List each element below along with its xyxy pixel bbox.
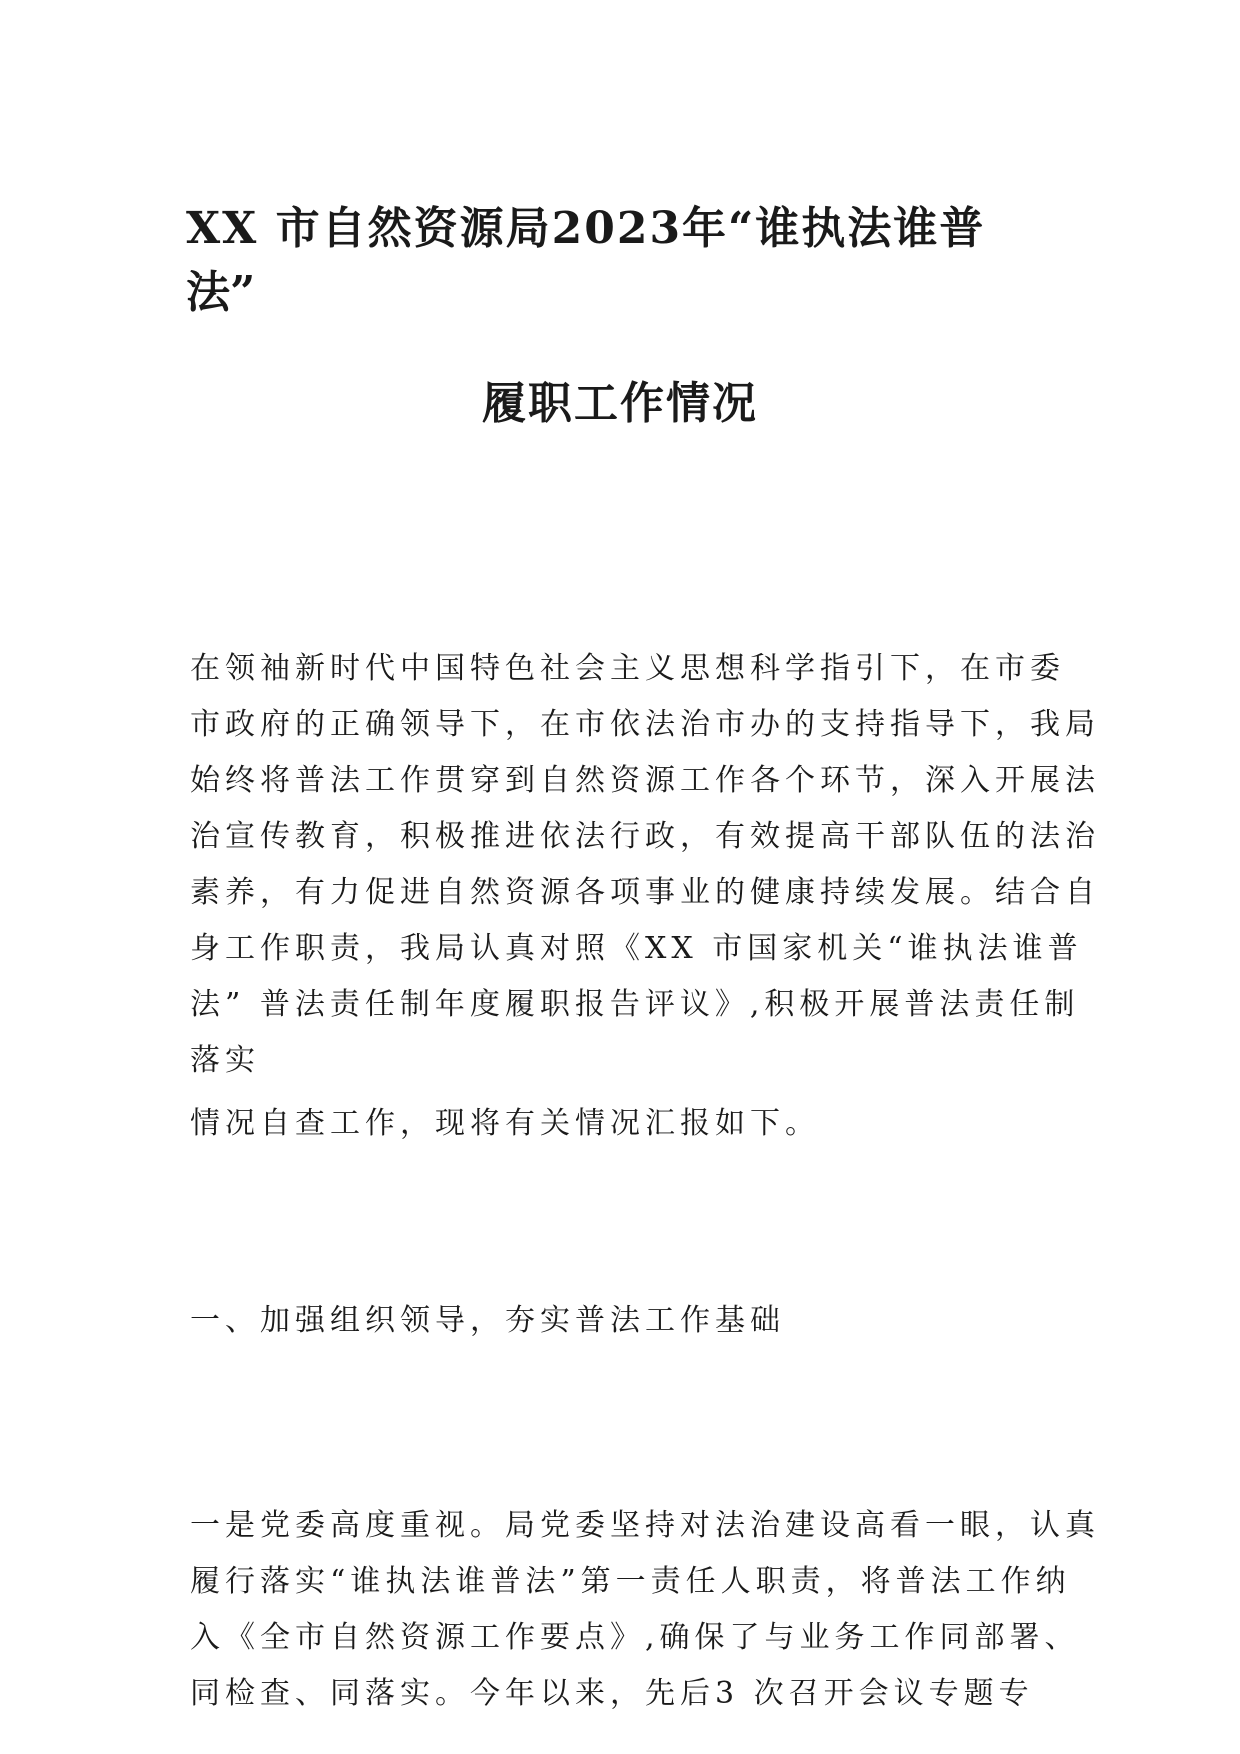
intro-tail-paragraph [190,1096,1070,1152]
intro-line: 始终将普法工作贯穿到自然资源工作各个环节，深入开展法 [190,763,1100,798]
point-one-line: 同检查、同落实。今年以来，先后3 次召开会议专题专 [190,1676,1034,1711]
intro-line: 落实 [190,1043,260,1078]
point-one-paragraph [190,1498,1100,1722]
section-one-heading [190,1293,1070,1349]
point-one-line: 履行落实“谁执法谁普法”第一责任人职责，将普法工作纳 [190,1564,1071,1599]
intro-line: 治宣传教育，积极推进依法行政，有效提高干部队伍的法治 [190,819,1100,854]
point-one-line: 一是党委高度重视。局党委坚持对法治建设高看一眼，认真 [190,1508,1100,1543]
intro-line: 身工作职责，我局认真对照《XX 市国家机关“谁执法谁普 [190,931,1083,966]
document-title-line-3: 履职工作情况 [482,378,758,429]
intro-paragraph [190,641,1100,1089]
point-one-line: 入《全市自然资源工作要点》,确保了与业务工作同部署、 [190,1620,1080,1655]
document-title-line-2: 法” [186,267,256,318]
intro-line: 素养，有力促进自然资源各项事业的健康持续发展。结合自 [190,875,1100,910]
intro-line: 法” 普法责任制年度履职报告评议》,积极开展普法责任制 [190,987,1080,1022]
section-heading-text: 一、加强组织领导，夯实普法工作基础 [190,1303,785,1338]
document-title-line-1: XX 市自然资源局2023年“谁执法谁普 [186,203,986,254]
intro-tail-line: 情况自查工作，现将有关情况汇报如下。 [190,1106,820,1141]
intro-line: 在领袖新时代中国特色社会主义思想科学指引下，在市委 [190,651,1065,686]
intro-line: 市政府的正确领导下，在市依法治市办的支持指导下，我局 [190,707,1100,742]
